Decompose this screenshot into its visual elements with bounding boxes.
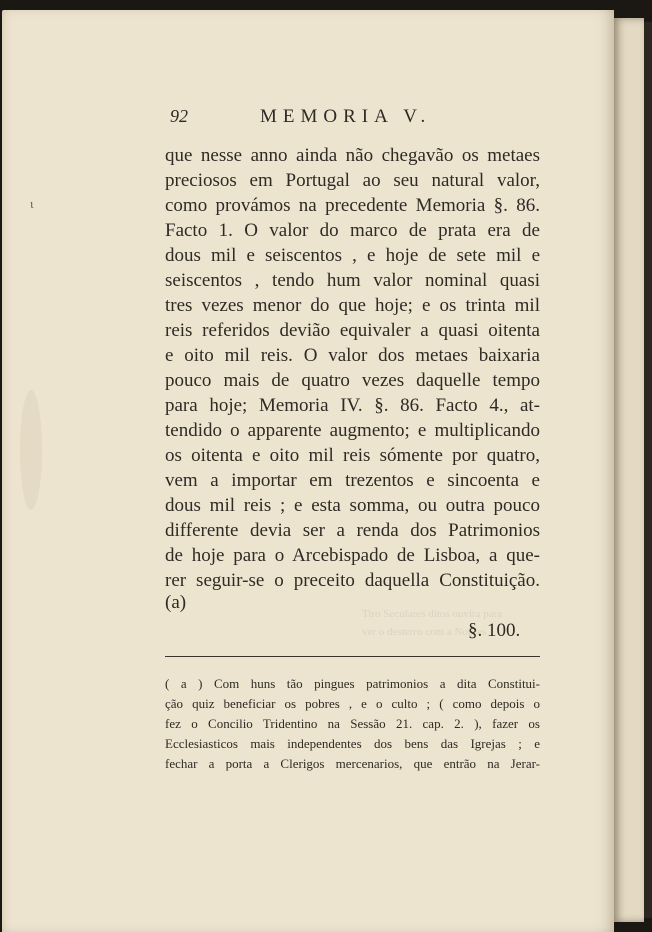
body-line: reis referidos devião equivaler a quasi oitenta bbox=[165, 320, 540, 341]
footnote-rule bbox=[165, 656, 540, 657]
show-through-text: ver o desterro com a Nobres bbox=[362, 626, 487, 638]
running-head: MEMORIA V. bbox=[260, 106, 432, 127]
show-through-text: Tiro Seculares ditos ouvira para bbox=[362, 608, 503, 620]
body-line: preciosos em Portugal ao seu natural valor, bbox=[165, 170, 540, 191]
body-line: dous mil e seiscentos , e hoje de sete mil e bbox=[165, 245, 540, 266]
body-line: tendido o apparente augmento; e multiplicando bbox=[165, 420, 540, 441]
footnote-line: Ecclesiasticos mais independentes dos bens das Igrejas ; e bbox=[165, 736, 540, 751]
body-line: como provámos na precedente Memoria §. 86. bbox=[165, 195, 540, 216]
body-line: rer seguir-se o preceito daquella Constituição. bbox=[165, 570, 540, 591]
footnote-line: ção quiz beneficiar os pobres , e o culto ; ( como depois o bbox=[165, 696, 540, 711]
page-number: 92 bbox=[170, 106, 188, 126]
footnote-reference: (a) bbox=[165, 592, 187, 613]
body-line: de hoje para o Arcebispado de Lisboa, a que- bbox=[165, 545, 540, 566]
margin-mark: ɩ bbox=[30, 196, 34, 211]
body-line: differente devia ser a renda dos Patrimonios bbox=[165, 520, 540, 541]
page-header bbox=[2, 106, 614, 130]
body-line: pouco mais de quatro vezes daquelle tempo bbox=[165, 370, 540, 391]
body-line: que nesse anno ainda não chegavão os metaes bbox=[165, 145, 540, 166]
body-line: tres vezes menor do que hoje; e os trinta mil bbox=[165, 295, 540, 316]
book-page bbox=[2, 10, 614, 932]
body-line: seiscentos , tendo hum valor nominal quasi bbox=[165, 270, 540, 291]
section-mark: §. 100. bbox=[468, 620, 521, 641]
body-line: os oitenta e oito mil reis sómente por quatro, bbox=[165, 445, 540, 466]
footnote-line: ( a ) Com huns tão pingues patrimonios a dita Constitui- bbox=[165, 676, 540, 691]
paper-stain bbox=[20, 390, 42, 510]
body-line: e oito mil reis. O valor dos metaes baixaria bbox=[165, 345, 540, 366]
body-line: Facto 1. O valor do marco de prata era de bbox=[165, 220, 540, 241]
book-edge bbox=[644, 22, 652, 918]
body-line: dous mil reis ; e esta somma, ou outra pouco bbox=[165, 495, 540, 516]
footnote-line: fechar a porta a Clerigos mercenarios, que entrão na Jerar- bbox=[165, 756, 540, 771]
body-line: para hoje; Memoria IV. §. 86. Facto 4., at- bbox=[165, 395, 540, 416]
adjacent-page-edge bbox=[614, 18, 644, 922]
body-line: vem a importar em trezentos e sincoenta e bbox=[165, 470, 540, 491]
footnote-line: fez o Concilio Tridentino na Sessão 21. cap. 2. ), fazer os bbox=[165, 716, 540, 731]
